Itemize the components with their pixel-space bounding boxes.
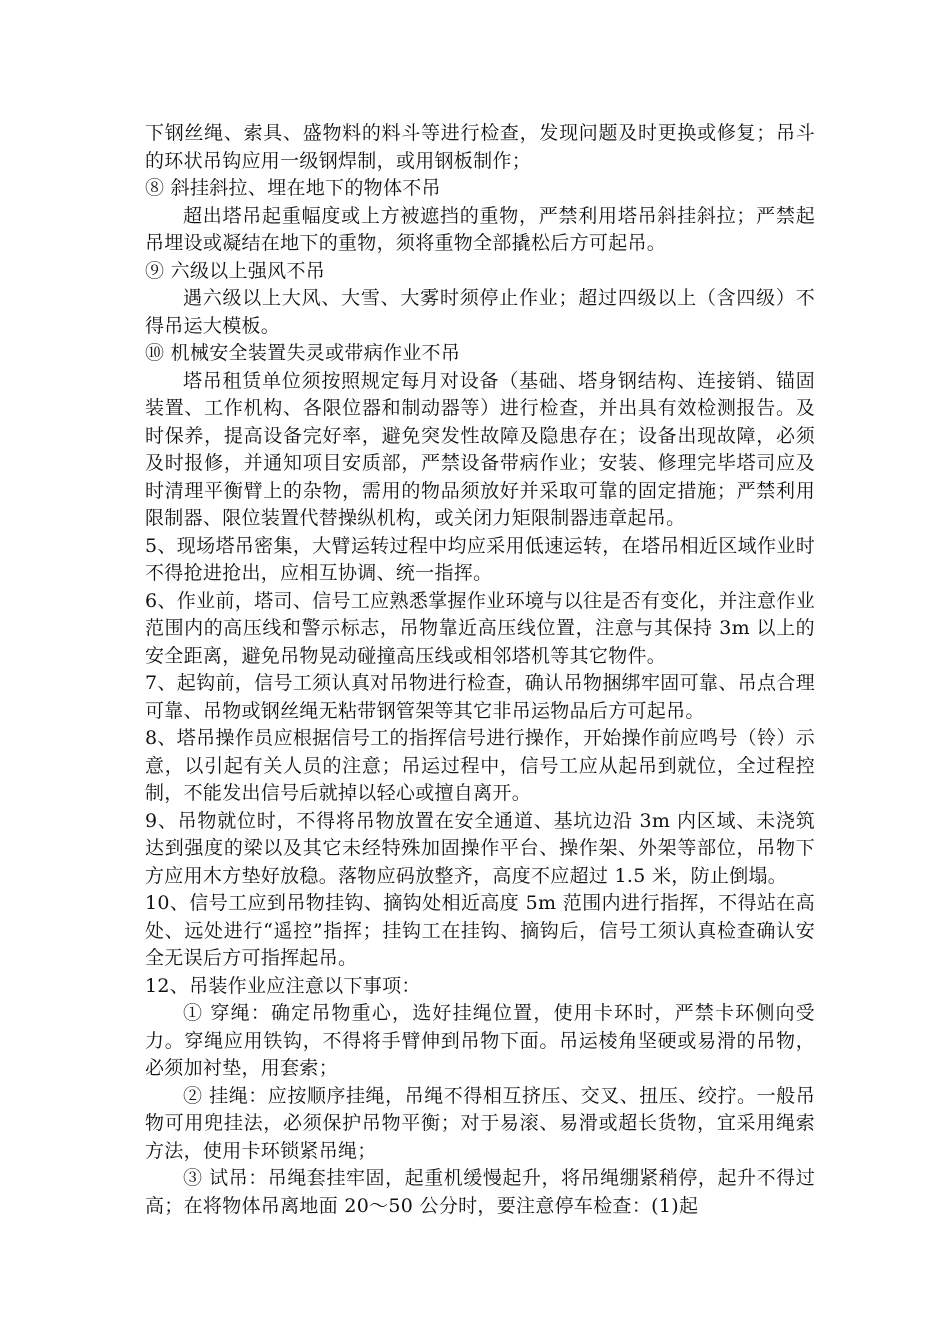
document-page [145,120,815,1220]
paragraph-section-10: 10、信号工应到吊物挂钩、摘钩处相近高度 5m 范围内进行指挥，不得站在高处、远处进行“遥控”指挥；挂钩工在挂钩、摘钩后，信号工须认真检查确认安全无误后方可指挥起吊。 [145,892,815,969]
paragraph-section-12: 12、吊装作业应注意以下事项： [145,974,421,997]
paragraph-step-2-hanging: ② 挂绳：应按顺序挂绳，吊绳不得相互挤压、交叉、扭压、绞拧。一般吊物可用兜挂法，必须保护吊物平衡；对于易滚、易滑或超长货物，宜采用绳索方法，使用卡环锁紧吊绳； [145,1084,815,1162]
heading-item-8: ⑧ 斜挂斜拉、埋在地下的物体不吊 [145,177,441,199]
paragraph-section-6: 6、作业前，塔司、信号工应熟悉掌握作业环境与以往是否有变化，并注意作业范围内的高压线和警示标志，吊物靠近高压线位置，注意与其保持 3m 以上的安全距离，避免吊物晃动碰撞高压线或相邻塔机等其它物件。 [145,589,815,667]
heading-item-9: ⑨ 六级以上强风不吊 [145,259,326,282]
paragraph-section-8: 8、塔吊操作员应根据信号工的指挥信号进行操作，开始操作前应鸣号（铃）示意，以引起有关人员的注意；吊运过程中，信号工应从起吊到就位，全过程控制，不能发出信号后就掉以轻心或擅自离开。 [145,727,815,804]
paragraph-continuation: 下钢丝绳、索具、盛物料的料斗等进行检查，发现问题及时更换或修复；吊斗的环状吊钩应用一级钢焊制，或用钢板制作； [145,122,815,172]
paragraph-step-3-trial-lift: ③ 试吊：吊绳套挂牢固，起重机缓慢起升，将吊绳绷紧稍停，起升不得过高；在将物体吊离地面 20～50 公分时，要注意停车检查：(1)起 [145,1167,815,1217]
paragraph-section-7: 7、起钩前，信号工须认真对吊物进行检查，确认吊物捆绑牢固可靠、吊点合理可靠、吊物或钢丝绳无粘带钢管架等其它非吊运物品后方可起吊。 [145,672,815,722]
paragraph-step-1-threading: ① 穿绳：确定吊物重心，选好挂绳位置，使用卡环时，严禁卡环侧向受力。穿绳应用铁钩，不得将手臂伸到吊物下面。吊运棱角坚硬或易滑的吊物，必须加衬垫，用套索； [145,1002,815,1079]
paragraph-section-5: 5、现场塔吊密集，大臂运转过程中均应采用低速运转，在塔吊相近区域作业时不得抢进抢出，应相互协调、统一指挥。 [145,534,815,584]
paragraph-item-10-body: 塔吊租赁单位须按照规定每月对设备（基础、塔身钢结构、连接销、锚固装置、工作机构、各限位器和制动器等）进行检查，并出具有效检测报告。及时保养，提高设备完好率，避免突发性故障及隐患存在；设备出现故障，必须及时报修，并通知项目安质部，严禁设备带病作业；安装、修理完毕塔司应及时清理平衡臂上的杂物，需用的物品须放好并采取可靠的固定措施；严禁利用限制器、限位装置代替操纵机构，或关闭力矩限制器违章起吊。 [145,369,815,529]
paragraph-section-9: 9、吊物就位时，不得将吊物放置在安全通道、基坑边沿 3m 内区域、未浇筑达到强度的梁以及其它未经特殊加固操作平台、操作架、外架等部位，吊物下方应用木方垫好放稳。落物应码放整齐，高度不应超过 1.5 米，防止倒塌。 [145,809,815,887]
paragraph-item-9-body: 遇六级以上大风、大雪、大雾时须停止作业；超过四级以上（含四级）不得吊运大模板。 [145,287,815,337]
paragraph-item-8-body: 超出塔吊起重幅度或上方被遮挡的重物，严禁利用塔吊斜挂斜拉；严禁起吊埋设或凝结在地下的重物，须将重物全部撬松后方可起吊。 [145,204,815,254]
heading-item-10: ⑩ 机械安全装置失灵或带病作业不吊 [145,342,461,364]
